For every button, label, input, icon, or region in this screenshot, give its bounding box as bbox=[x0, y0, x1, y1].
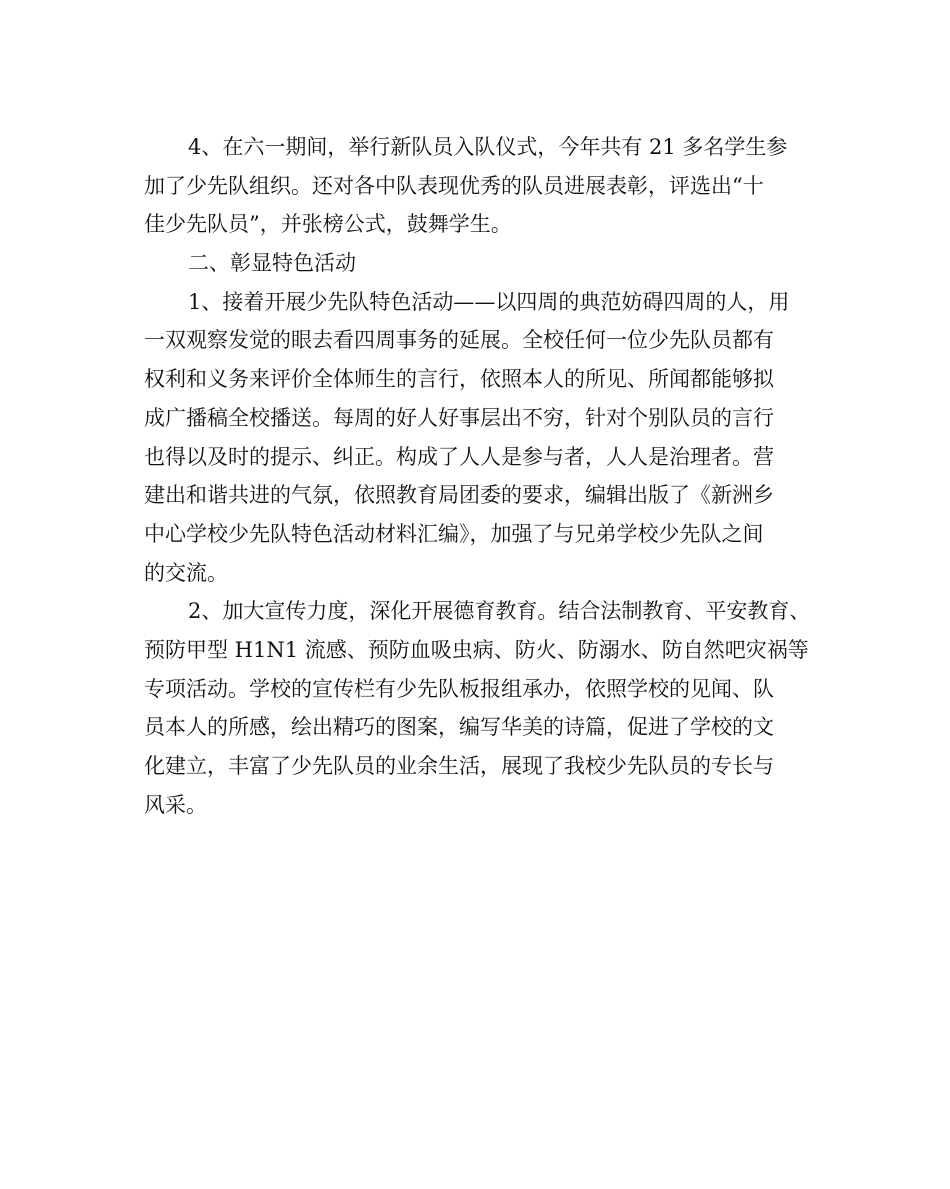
section-heading: 二、彰显特色活动 bbox=[188, 251, 356, 276]
paragraph-2-line-2: 预防甲型 H1N1 流感、预防血吸虫病、防火、防溺水、防自然吧灾祸等 bbox=[144, 637, 809, 662]
paragraph-1-line-4: 成广播稿全校播送。每周的好人好事层出不穷，针对个别队员的言行 bbox=[144, 405, 774, 430]
paragraph-1-line-2: 一双观察发觉的眼去看四周事务的延展。全校任何一位少先队员都有 bbox=[144, 328, 774, 353]
paragraph-2-line-3: 专项活动。学校的宣传栏有少先队板报组承办，依照学校的见闻、队 bbox=[144, 676, 774, 701]
paragraph-4-line-2: 加了少先队组织。还对各中队表现优秀的队员进展表彰，评选出“十 bbox=[144, 173, 764, 198]
paragraph-2-line-1: 2、加大宣传力度，深化开展德育教育。结合法制教育、平安教育、 bbox=[188, 599, 811, 624]
paragraph-4-line-1: 4、在六一期间，举行新队员入队仪式，今年共有 21 多名学生参 bbox=[188, 135, 788, 159]
paragraph-1-line-1: 1、接着开展少先队特色活动——以四周的典范妨碍四周的人，用 bbox=[188, 289, 790, 314]
paragraph-1-line-7: 中心学校少先队特色活动材料汇编》，加强了与兄弟学校少先队之间 bbox=[144, 521, 764, 546]
paragraph-1-line-5: 也得以及时的提示、纠正。构成了人人是参与者，人人是治理者。营 bbox=[144, 444, 774, 469]
paragraph-2-line-6: 风采。 bbox=[144, 792, 207, 817]
paragraph-2-line-5: 化建立，丰富了少先队员的业余生活，展现了我校少先队员的专长与 bbox=[144, 754, 774, 778]
paragraph-1-line-8: 的交流。 bbox=[144, 560, 228, 585]
body-text bbox=[144, 128, 834, 824]
paragraph-1-line-3: 权利和义务来评价全体师生的言行，依照本人的所见、所闻都能够拟 bbox=[144, 367, 774, 392]
paragraph-4-line-3: 佳少先队员”，并张榜公式，鼓舞学生。 bbox=[144, 212, 512, 237]
paragraph-2-line-4: 员本人的所感，绘出精巧的图案，编写华美的诗篇，促进了学校的文 bbox=[144, 715, 774, 740]
paragraph-1-line-6: 建出和谐共进的气氛，依照教育局团委的要求，编辑出版了《新洲乡 bbox=[144, 483, 774, 508]
